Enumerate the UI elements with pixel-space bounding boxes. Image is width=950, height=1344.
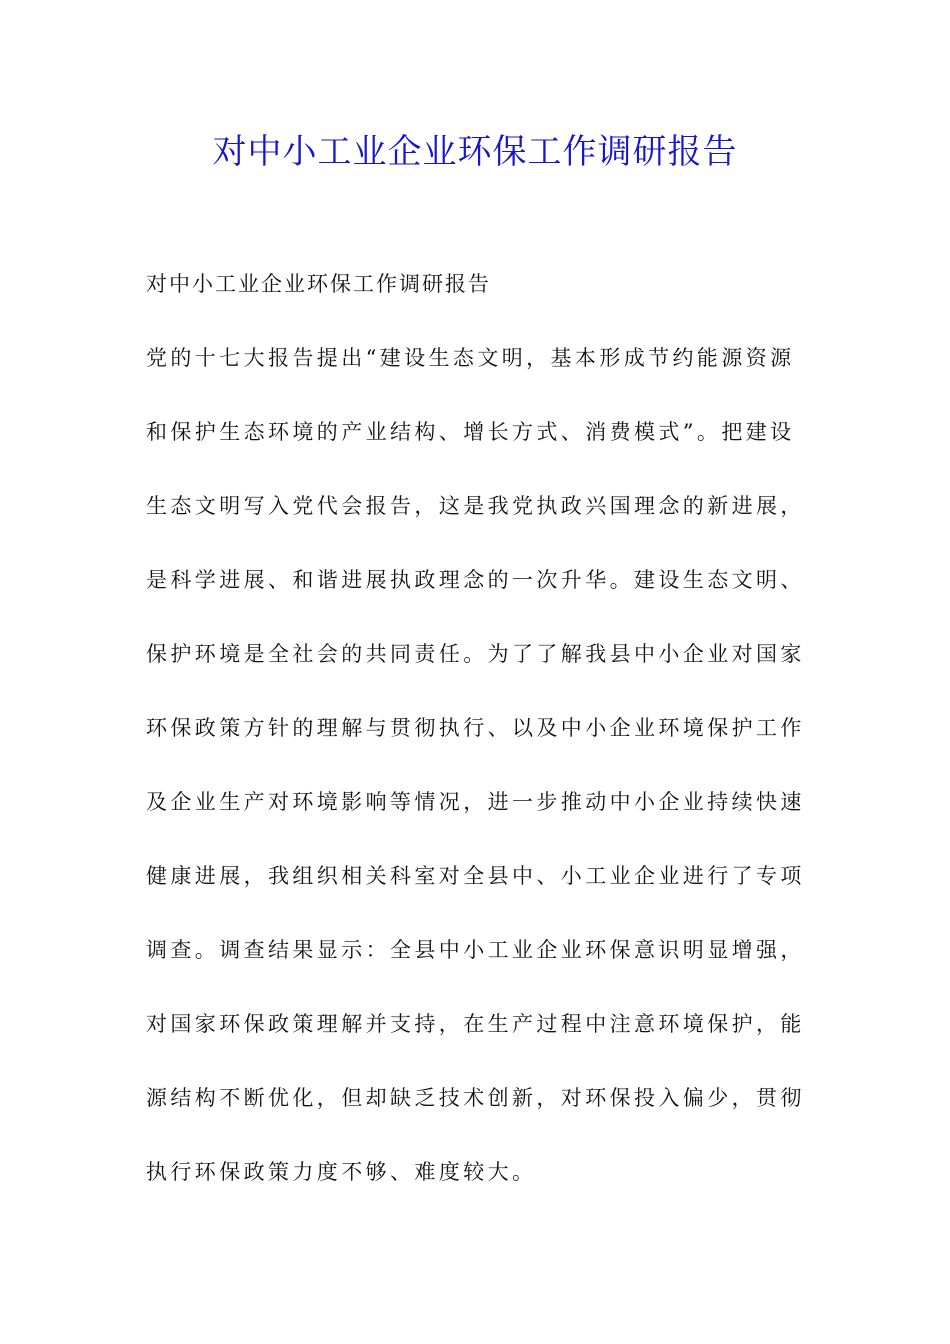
body-line: 调查。调查结果显示：全县中小工业企业环保意识明显增强， [146,938,805,962]
body-line: 保护环境是全社会的共同责任。为了了解我县中小企业对国家 [146,642,805,666]
body-line: 生态文明写入党代会报告，这是我党执政兴国理念的新进展， [146,494,805,518]
document-title: 对中小工业企业环保工作调研报告 [212,132,738,172]
body-line: 对国家环保政策理解并支持，在生产过程中注意环境保护，能 [146,1012,805,1036]
document-subtitle: 对中小工业企业环保工作调研报告 [146,272,491,296]
body-line: 及企业生产对环境影响等情况，进一步推动中小企业持续快速 [146,790,805,814]
body-line: 和保护生态环境的产业结构、增长方式、消费模式”。把建设 [146,420,795,444]
body-line: 党的十七大报告提出“建设生态文明，基本形成节约能源资源 [146,346,795,370]
body-line: 执行环保政策力度不够、难度较大。 [146,1160,537,1184]
body-line: 健康进展，我组织相关科室对全县中、小工业企业进行了专项 [146,864,805,888]
body-line: 源结构不断优化，但却缺乏技术创新，对环保投入偏少，贯彻 [146,1086,805,1110]
body-line: 是科学进展、和谐进展执政理念的一次升华。建设生态文明、 [146,568,805,592]
body-line: 环保政策方针的理解与贯彻执行、以及中小企业环境保护工作 [146,716,805,740]
